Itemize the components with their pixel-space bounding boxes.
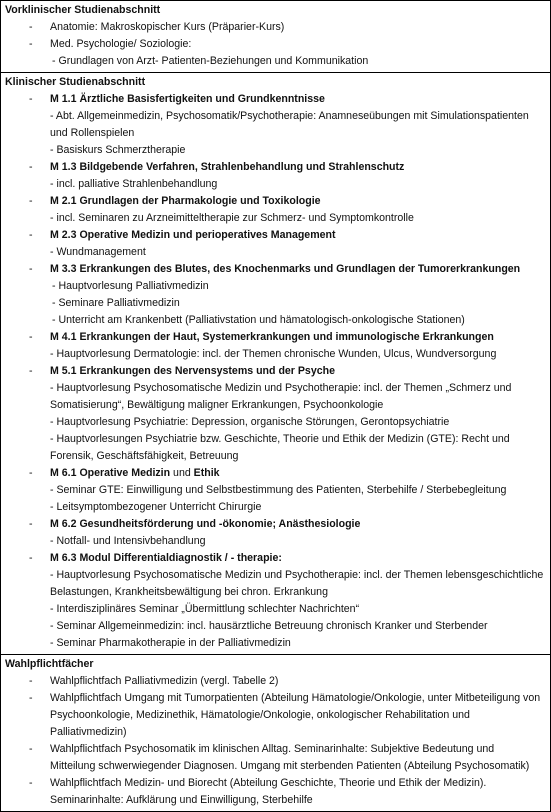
bullet-dash: - xyxy=(29,93,33,105)
section-title: Klinischer Studienabschnitt xyxy=(5,76,146,88)
item-text: Wahlpflichtfach Psychosomatik im klinischen Alltag. Seminarinhalte: Subjektive Bedeutung und Mitteilung schwerwiegender Diagnosen. Umgang mit sterbenden Patienten (Abteilung Psychosomatik) xyxy=(50,743,530,772)
sub-item: - Hauptvorlesung Palliativmedizin xyxy=(52,280,209,292)
sub-item: - Interdisziplinäres Seminar „Übermittlung schlechter Nachrichten“ xyxy=(50,603,360,615)
bullet-dash: - xyxy=(29,38,33,50)
module-heading xyxy=(1,261,550,278)
list-item xyxy=(1,19,550,36)
module-label: M 6.3 Modul Differentialdiagnostik / - therapie: xyxy=(50,552,282,564)
bullet-dash: - xyxy=(29,675,33,687)
module-label: M 3.3 Erkrankungen des Blutes, des Knochenmarks und Grundlagen der Tumorerkrankungen xyxy=(50,263,521,275)
item-text: Wahlpflichtfach Umgang mit Tumorpatienten (Abteilung Hämatologie/Onkologie, unter Mitbeteiligung von Psychoonkologie, Medizinethik, Hämatologie/Onkologie, onkologischer Rehabilitation und Palliativmedizin) xyxy=(50,692,541,738)
bullet-dash: - xyxy=(29,263,33,275)
section-title: Wahlpflichtfächer xyxy=(5,658,94,670)
item-text: Med. Psychologie/ Soziologie: xyxy=(50,38,192,50)
sub-item: - Hauptvorlesung Psychosomatische Medizin und Psychotherapie: incl. der Themen „Schmerz und Somatisierung“, Bewältigung maligner Erkrankungen, Psychoonkologie xyxy=(50,382,512,411)
bullet-dash: - xyxy=(29,552,33,564)
section-klinik xyxy=(1,73,550,655)
bullet-dash: - xyxy=(29,365,33,377)
bullet-dash: - xyxy=(29,467,33,479)
list-item xyxy=(1,741,550,775)
module-label: M 2.3 Operative Medizin und perioperatives Management xyxy=(50,229,336,241)
module-label: M 1.3 Bildgebende Verfahren, Strahlenbehandlung und Strahlenschutz xyxy=(50,161,405,173)
module-label: M 1.1 Ärztliche Basisfertigkeiten und Grundkenntnisse xyxy=(50,93,325,105)
sub-item: - Wundmanagement xyxy=(50,246,146,258)
module-label: M 5.1 Erkrankungen des Nervensystems und der Psyche xyxy=(50,365,335,377)
sub-item: - incl. palliative Strahlenbehandlung xyxy=(50,178,218,190)
module-label-connector: und xyxy=(170,467,194,479)
bullet-dash: - xyxy=(29,777,33,789)
module-heading xyxy=(1,159,550,176)
sub-item: - Seminar Pharmakotherapie in der Palliativmedizin xyxy=(50,637,291,649)
bullet-dash: - xyxy=(29,331,33,343)
section-wahlpflicht xyxy=(1,655,550,812)
sub-item: - Hauptvorlesung Psychosomatische Medizin und Psychotherapie: incl. der Themen lebensgeschichtliche Belastungen, Krankheitsbewältigung bei chron. Erkrankung xyxy=(50,569,544,598)
elective-list xyxy=(1,673,550,809)
module-heading xyxy=(1,465,550,482)
sub-item: - Hauptvorlesung Psychiatrie: Depression, organische Störungen, Gerontopsychiatrie xyxy=(50,416,450,428)
module-heading xyxy=(1,516,550,533)
item-text: Wahlpflichtfach Palliativmedizin (vergl. Tabelle 2) xyxy=(50,675,279,687)
module-heading xyxy=(1,363,550,380)
sub-item: - Basiskurs Schmerztherapie xyxy=(50,144,186,156)
list-item xyxy=(1,36,550,53)
module-label: M 6.1 Operative Medizin xyxy=(50,467,171,479)
sub-item: - incl. Seminaren zu Arzneimitteltherapie zur Schmerz- und Symptomkontrolle xyxy=(50,212,414,224)
module-heading xyxy=(1,91,550,108)
module-label: M 4.1 Erkrankungen der Haut, Systemerkrankungen und immunologische Erkrankungen xyxy=(50,331,494,343)
module-label-end: Ethik xyxy=(193,467,220,479)
module-heading xyxy=(1,193,550,210)
section-title: Vorklinischer Studienabschnitt xyxy=(5,4,161,16)
bullet-dash: - xyxy=(29,743,33,755)
list-item xyxy=(1,673,550,690)
module-label: M 2.1 Grundlagen der Pharmakologie und Toxikologie xyxy=(50,195,321,207)
sub-item: - Seminar Allgemeinmedizin: incl. hausärztliche Betreuung chronisch Kranker und Sterbender xyxy=(50,620,488,632)
bullet-dash: - xyxy=(29,518,33,530)
sub-item: - Notfall- und Intensivbehandlung xyxy=(50,535,206,547)
module-heading xyxy=(1,550,550,567)
sub-item: - Hauptvorlesung Dermatologie: incl. der Themen chronische Wunden, Ulcus, Wundversorgung xyxy=(50,348,497,360)
section-vorklinik xyxy=(1,1,550,73)
bullet-dash: - xyxy=(29,229,33,241)
sub-item: - Leitsymptombezogener Unterricht Chirurgie xyxy=(50,501,262,513)
sub-item: - Seminare Palliativmedizin xyxy=(52,297,180,309)
module-heading xyxy=(1,329,550,346)
list-item xyxy=(1,775,550,809)
bullet-dash: - xyxy=(29,195,33,207)
item-text: Wahlpflichtfach Medizin- und Biorecht (Abteilung Geschichte, Theorie und Ethik der Medizin). Seminarinhalte: Aufklärung und Einwilligung, Sterbehilfe xyxy=(50,777,487,806)
item-text: Anatomie: Makroskopischer Kurs (Präparier-Kurs) xyxy=(50,21,285,33)
module-list xyxy=(1,91,550,652)
sub-item: - Unterricht am Krankenbett (Palliativstation und hämatologisch-onkologische Stationen) xyxy=(52,314,465,326)
sub-item: - Hauptvorlesungen Psychiatrie bzw. Geschichte, Theorie und Ethik der Medizin (GTE): Recht und Forensik, Geschäftsfähigkeit, Betreuung xyxy=(50,433,510,462)
list-item xyxy=(1,690,550,741)
bullet-dash: - xyxy=(29,21,33,33)
bullet-dash: - xyxy=(29,161,33,173)
sub-item: - Seminar GTE: Einwilligung und Selbstbestimmung des Patienten, Sterbehilfe / Sterbebegleitung xyxy=(50,484,507,496)
sub-item: - Abt. Allgemeinmedizin, Psychosomatik/Psychotherapie: Anamneseübungen mit Simulationspatienten und Rollenspielen xyxy=(50,110,529,139)
bullet-dash: - xyxy=(29,692,33,704)
sub-item: - Grundlagen von Arzt- Patienten-Beziehungen und Kommunikation xyxy=(52,55,369,67)
module-label: M 6.2 Gesundheitsförderung und -ökonomie; Anästhesiologie xyxy=(50,518,361,530)
module-heading xyxy=(1,227,550,244)
